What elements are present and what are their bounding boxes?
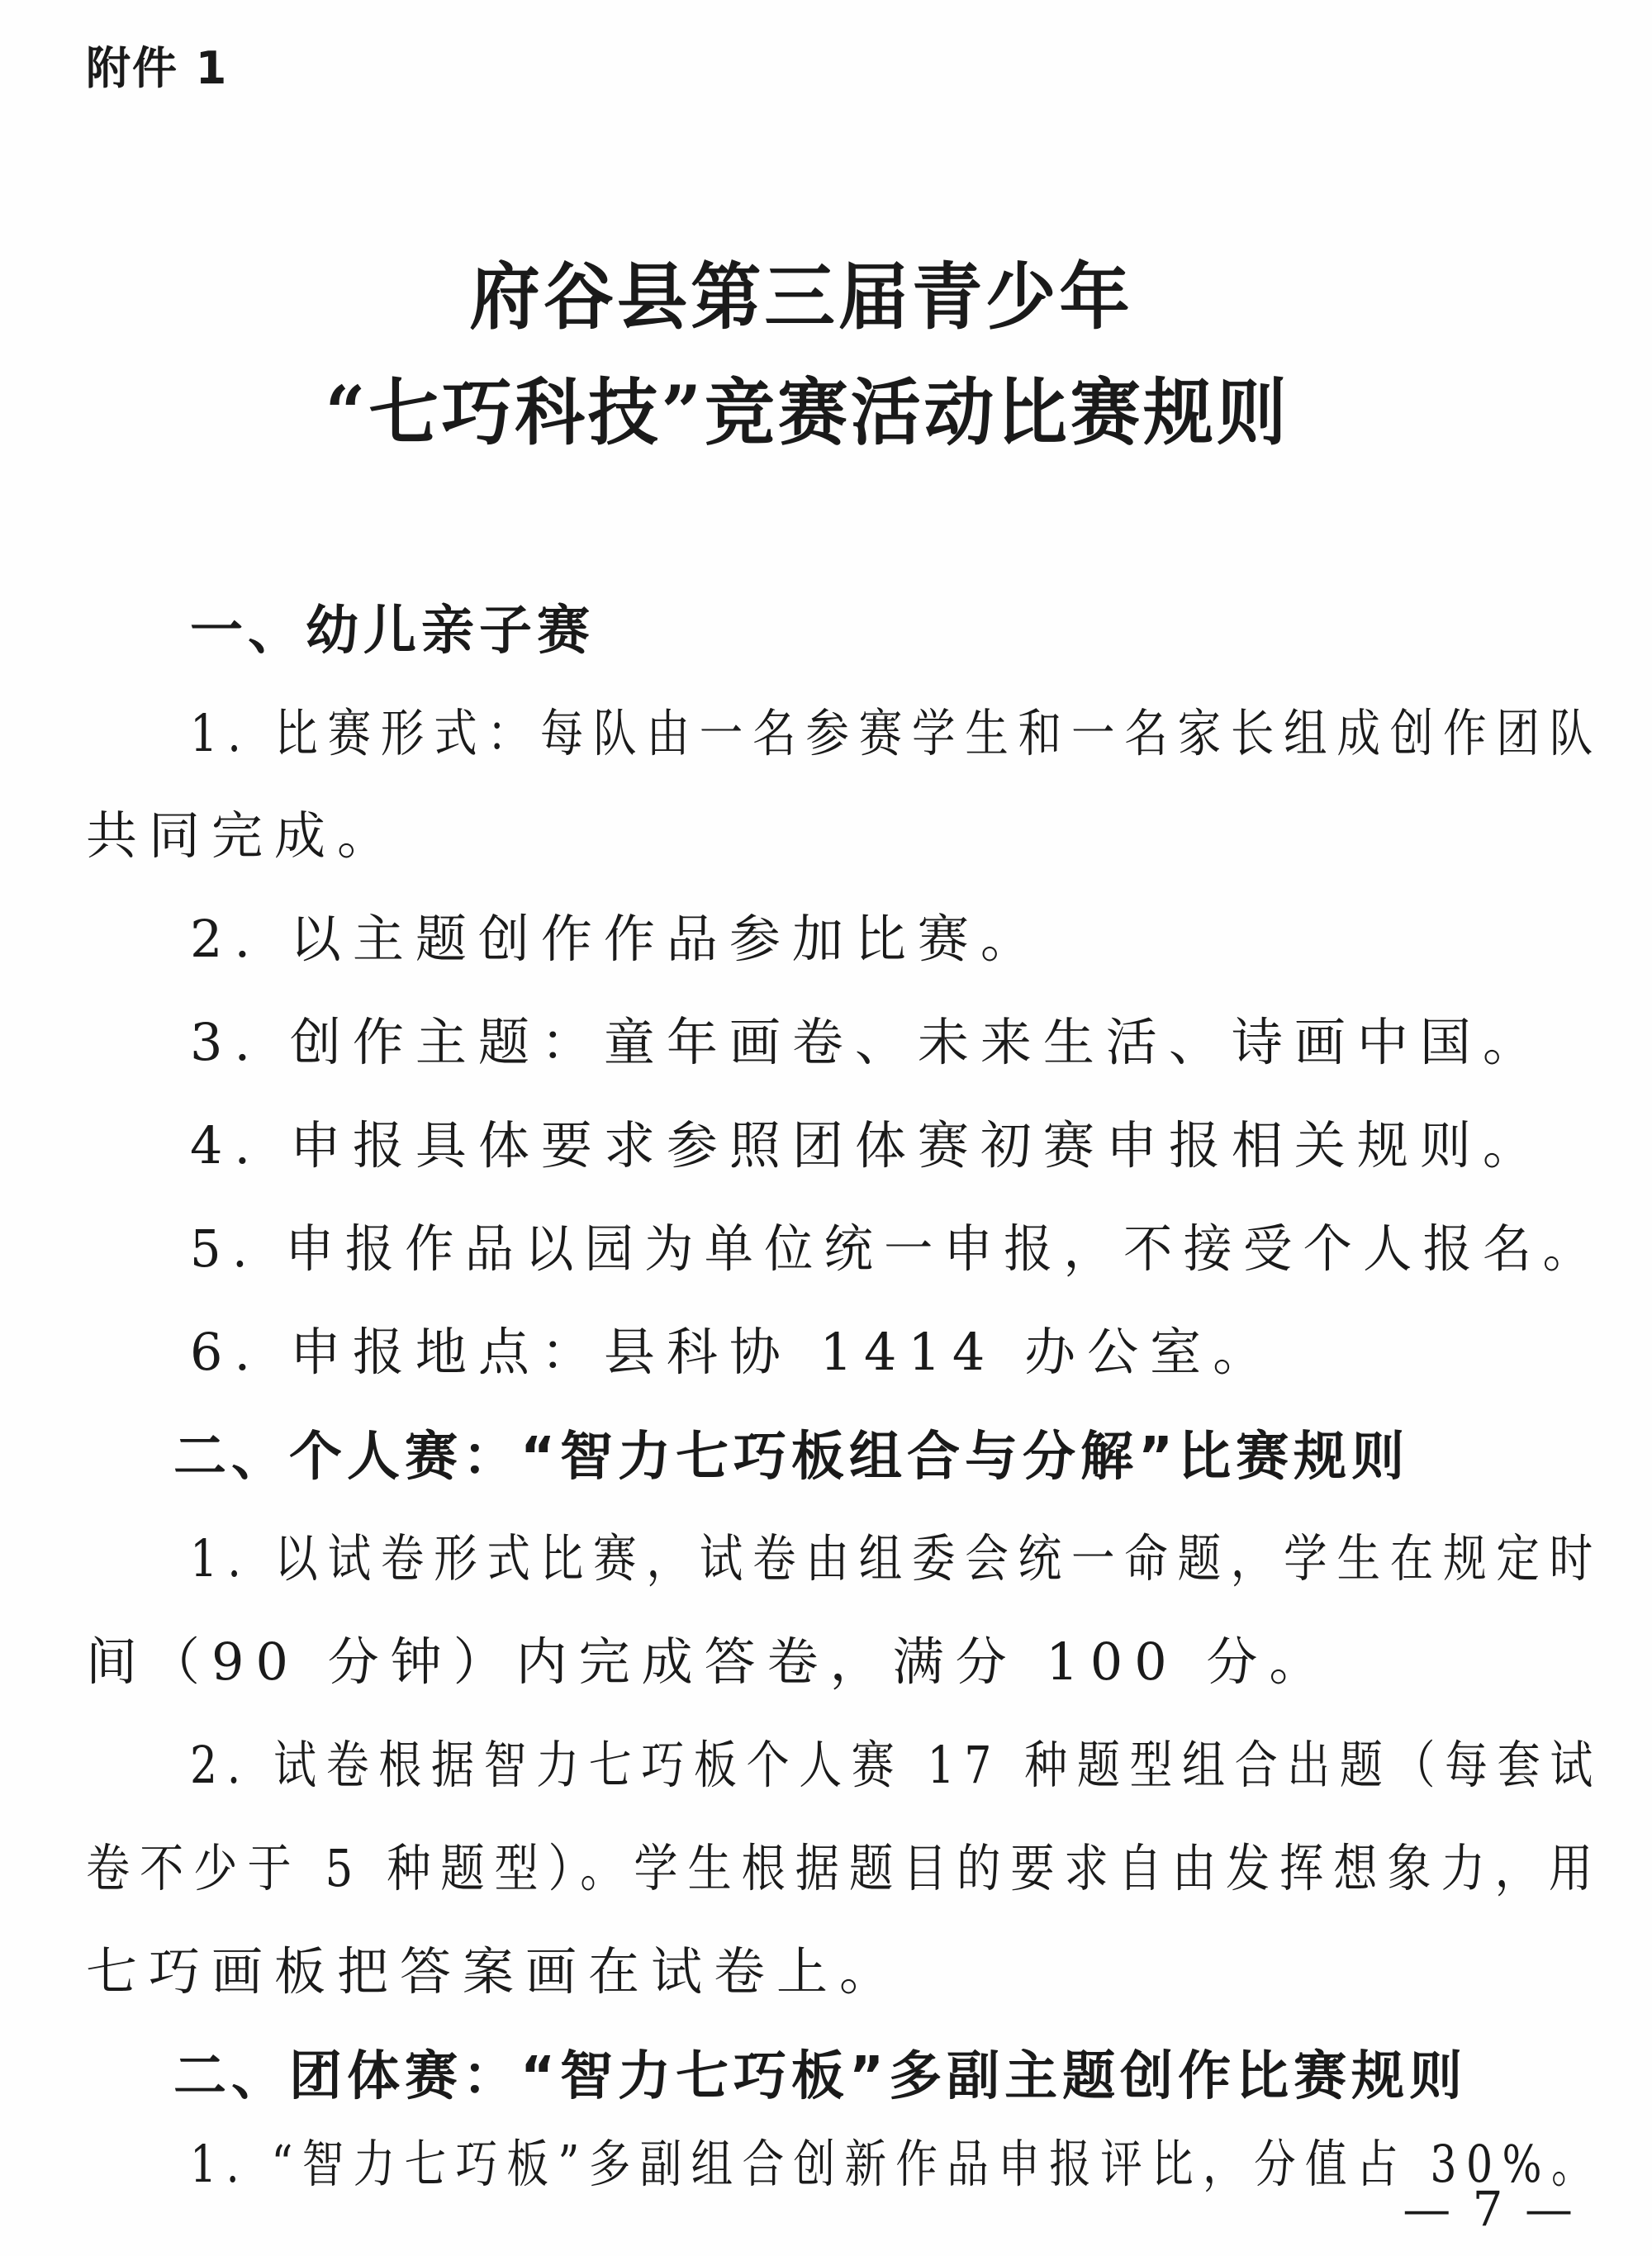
section1-heading: 一、幼儿亲子赛: [190, 601, 595, 662]
section3-item1: 1. “智力七巧板”多副组合创新作品申报评比，分值占 30%。: [190, 2134, 1602, 2194]
section1-item1-line2: 共同完成。: [86, 805, 401, 866]
page-number: — 7 —: [1403, 2181, 1576, 2237]
section1-item1-line1: 1. 比赛形式：每队由一名参赛学生和一名家长组成创作团队: [190, 703, 1603, 763]
section2-item1-line2: 间（90 分钟）内完成答卷，满分 100 分。: [86, 1631, 1332, 1692]
document-title-line2: “七巧科技”竞赛活动比赛规则: [325, 369, 1290, 455]
section2-item1-line1: 1. 以试卷形式比赛，试卷由组委会统一命题，学生在规定时: [190, 1528, 1603, 1589]
attachment-label: 附件 1: [86, 42, 229, 94]
section1-item5: 5. 申报作品以园为单位统一申报，不接受个人报名。: [190, 1218, 1603, 1279]
section2-item2-line2: 卷不少于 5 种题型）。学生根据题目的要求自由发挥想象力，用: [86, 1838, 1603, 1898]
section3-heading: 二、团体赛：“智力七巧板”多副主题创作比赛规则: [173, 2046, 1468, 2107]
section2-item2-line1: 2. 试卷根据智力七巧板个人赛 17 种题型组合出题（每套试: [190, 1735, 1602, 1795]
section1-item3: 3. 创作主题：童年画卷、未来生活、诗画中国。: [190, 1012, 1545, 1072]
section1-item4: 4. 申报具体要求参照团体赛初赛申报相关规则。: [190, 1115, 1545, 1175]
section1-item6: 6. 申报地点：县科协 1414 办公室。: [190, 1322, 1276, 1382]
section2-heading: 二、个人赛：“智力七巧板组合与分解”比赛规则: [173, 1427, 1410, 1488]
section1-item2: 2. 以主题创作作品参加比赛。: [190, 909, 1043, 969]
section2-item2-line3: 七巧画板把答案画在试卷上。: [86, 1941, 903, 2002]
document-title-line1: 府谷县第三届青少年: [469, 254, 1133, 340]
